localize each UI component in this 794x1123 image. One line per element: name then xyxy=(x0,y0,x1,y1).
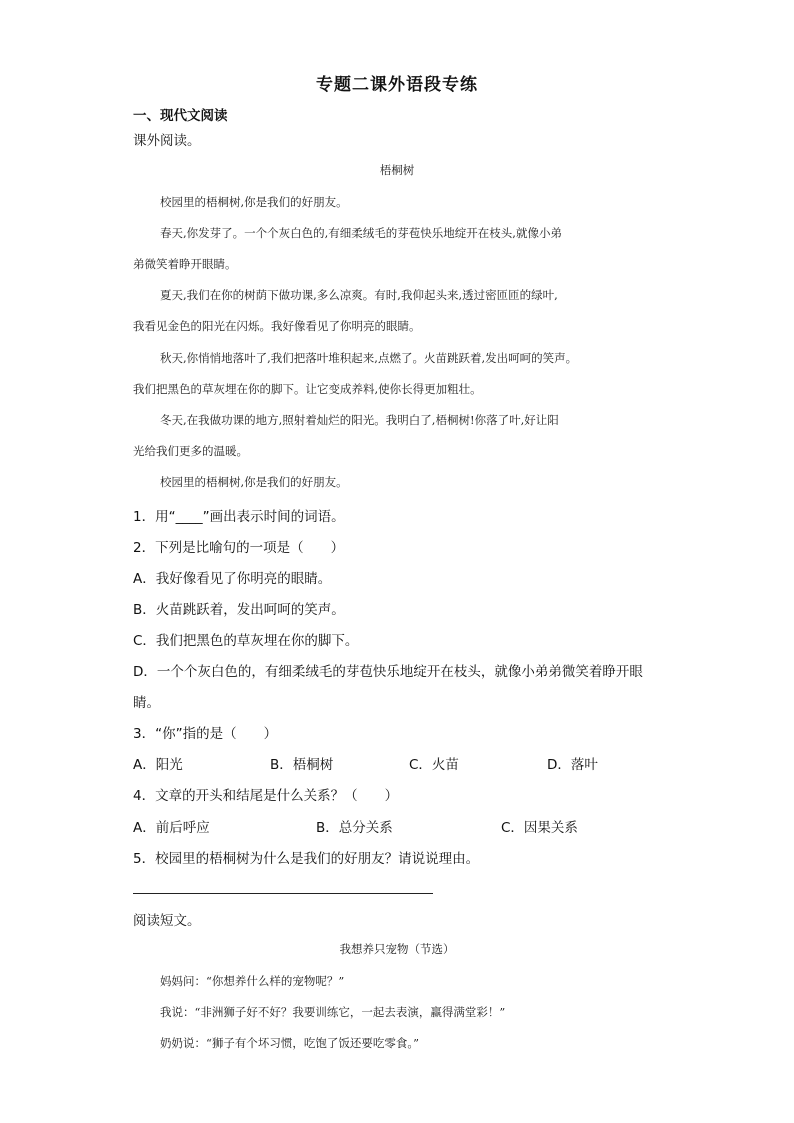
section-heading: 一、现代文阅读 xyxy=(133,108,228,124)
passage-line: 我看见金色的阳光在闪烁。我好像看见了你明亮的眼睛。 xyxy=(133,319,421,333)
question-2-option-d: D．一个个灰白色的，有细柔绒毛的芽苞快乐地绽开在枝头，就像小弟弟微笑着睁开眼 xyxy=(133,664,643,680)
question-4: 4．文章的开头和结尾是什么关系？（ ） xyxy=(133,788,399,804)
reading-intro-2: 阅读短文。 xyxy=(133,913,201,929)
reading-intro: 课外阅读。 xyxy=(133,133,201,149)
question-3-option-a: A．阳光 xyxy=(133,757,183,773)
passage-title: 梧桐树 xyxy=(379,163,415,177)
passage-2-line: 我说：“非洲狮子好不好？我要训练它，一起去表演，赢得满堂彩！” xyxy=(160,1005,506,1019)
passage-line: 校园里的梧桐树,你是我们的好朋友。 xyxy=(160,195,348,209)
question-3-option-b: B．梧桐树 xyxy=(270,757,334,773)
question-2-option-b: B．火苗跳跃着，发出呵呵的笑声。 xyxy=(133,602,345,618)
passage-line: 冬天,在我做功课的地方,照射着灿烂的阳光。我明白了,梧桐树!你落了叶,好让阳 xyxy=(160,413,559,427)
passage-line: 光给我们更多的温暖。 xyxy=(133,444,248,458)
passage-line: 夏天,我们在你的树荫下做功课,多么凉爽。有时,我仰起头来,透过密匝匝的绿叶, xyxy=(160,288,558,302)
question-3: 3．“你”指的是（ ） xyxy=(133,726,278,742)
question-5: 5．校园里的梧桐树为什么是我们的好朋友？请说说理由。 xyxy=(133,851,480,867)
passage-2-line: 妈妈问：“你想养什么样的宠物呢？” xyxy=(160,974,345,988)
passage-2-line: 奶奶说：“狮子有个坏习惯，吃饱了饭还要吃零食。” xyxy=(160,1036,420,1050)
passage-line: 我们把黑色的草灰埋在你的脚下。让它变成养料,使你长得更加粗壮。 xyxy=(133,382,482,396)
passage-2-title: 我想养只宠物（节选） xyxy=(339,942,455,956)
answer-line[interactable] xyxy=(133,893,433,894)
page-title: 专题二课外语段专练 xyxy=(316,75,478,95)
question-2-option-c: C．我们把黑色的草灰埋在你的脚下。 xyxy=(133,633,359,649)
question-2-option-a: A．我好像看见了你明亮的眼睛。 xyxy=(133,571,332,587)
passage-line: 秋天,你悄悄地落叶了,我们把落叶堆积起来,点燃了。火苗跳跃着,发出呵呵的笑声。 xyxy=(160,351,578,365)
question-1: 1．用“____”画出表示时间的词语。 xyxy=(133,509,345,525)
question-2-option-d-cont: 睛。 xyxy=(133,695,160,711)
question-4-option-a: A．前后呼应 xyxy=(133,820,210,836)
question-4-option-c: C．因果关系 xyxy=(501,820,578,836)
question-3-option-d: D．落叶 xyxy=(547,757,598,773)
passage-line: 春天,你发芽了。一个个灰白色的,有细柔绒毛的芽苞快乐地绽开在枝头,就像小弟 xyxy=(160,226,562,240)
question-3-option-c: C．火苗 xyxy=(409,757,459,773)
question-4-option-b: B．总分关系 xyxy=(316,820,393,836)
passage-line: 校园里的梧桐树,你是我们的好朋友。 xyxy=(160,475,348,489)
passage-line: 弟微笑着睁开眼睛。 xyxy=(133,257,237,271)
question-2: 2．下列是比喻句的一项是（ ） xyxy=(133,540,345,556)
